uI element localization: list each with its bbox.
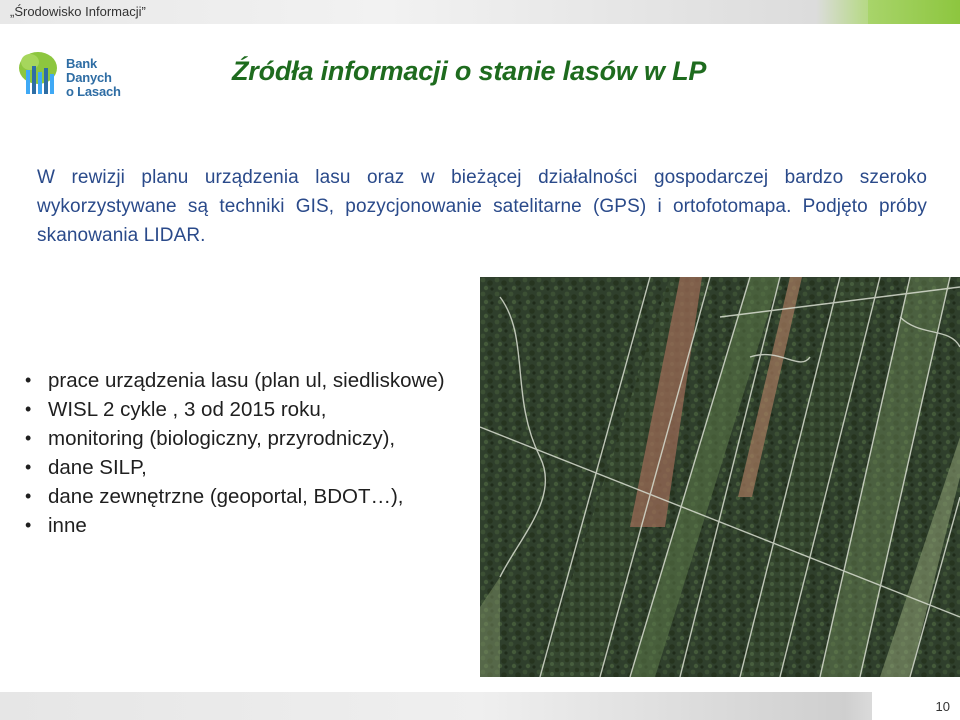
logo-line-1: Bank Danych xyxy=(66,56,112,85)
list-item: • inne xyxy=(24,511,474,540)
header-accent xyxy=(868,0,960,24)
page-number: 10 xyxy=(935,699,950,714)
logo-tree-icon xyxy=(16,48,66,96)
footer-bar xyxy=(0,692,960,720)
logo-wordmark xyxy=(66,57,146,99)
list-item: • WISL 2 cykle , 3 od 2015 roku, xyxy=(24,395,474,424)
orthophoto-map-icon xyxy=(480,277,960,677)
list-item: • dane SILP, xyxy=(24,453,474,482)
list-item: • prace urządzenia lasu (plan ul, siedliskowe) xyxy=(24,366,474,395)
top-header-bar xyxy=(0,0,960,24)
slide-title: Źródła informacji o stanie lasów w LP xyxy=(232,56,707,86)
bank-danych-logo xyxy=(16,48,146,99)
orthophoto-image xyxy=(480,277,960,677)
list-item: • monitoring (biologiczny, przyrodniczy), xyxy=(24,424,474,453)
header-label: „Środowisko Informacji” xyxy=(10,4,146,19)
intro-paragraph: W rewizji planu urządzenia lasu oraz w bieżącej działalności gospodarczej bardzo szeroko wykorzystywane są techniki GIS, pozycjonowanie satelitarne (GPS) i ortofotomapa. Podjęto próby skanowania LIDAR. xyxy=(37,167,927,246)
list-item: • dane zewnętrzne (geoportal, BDOT…), xyxy=(24,482,474,511)
bullet-list xyxy=(24,366,474,540)
logo-line-2: o Lasach xyxy=(66,84,121,99)
